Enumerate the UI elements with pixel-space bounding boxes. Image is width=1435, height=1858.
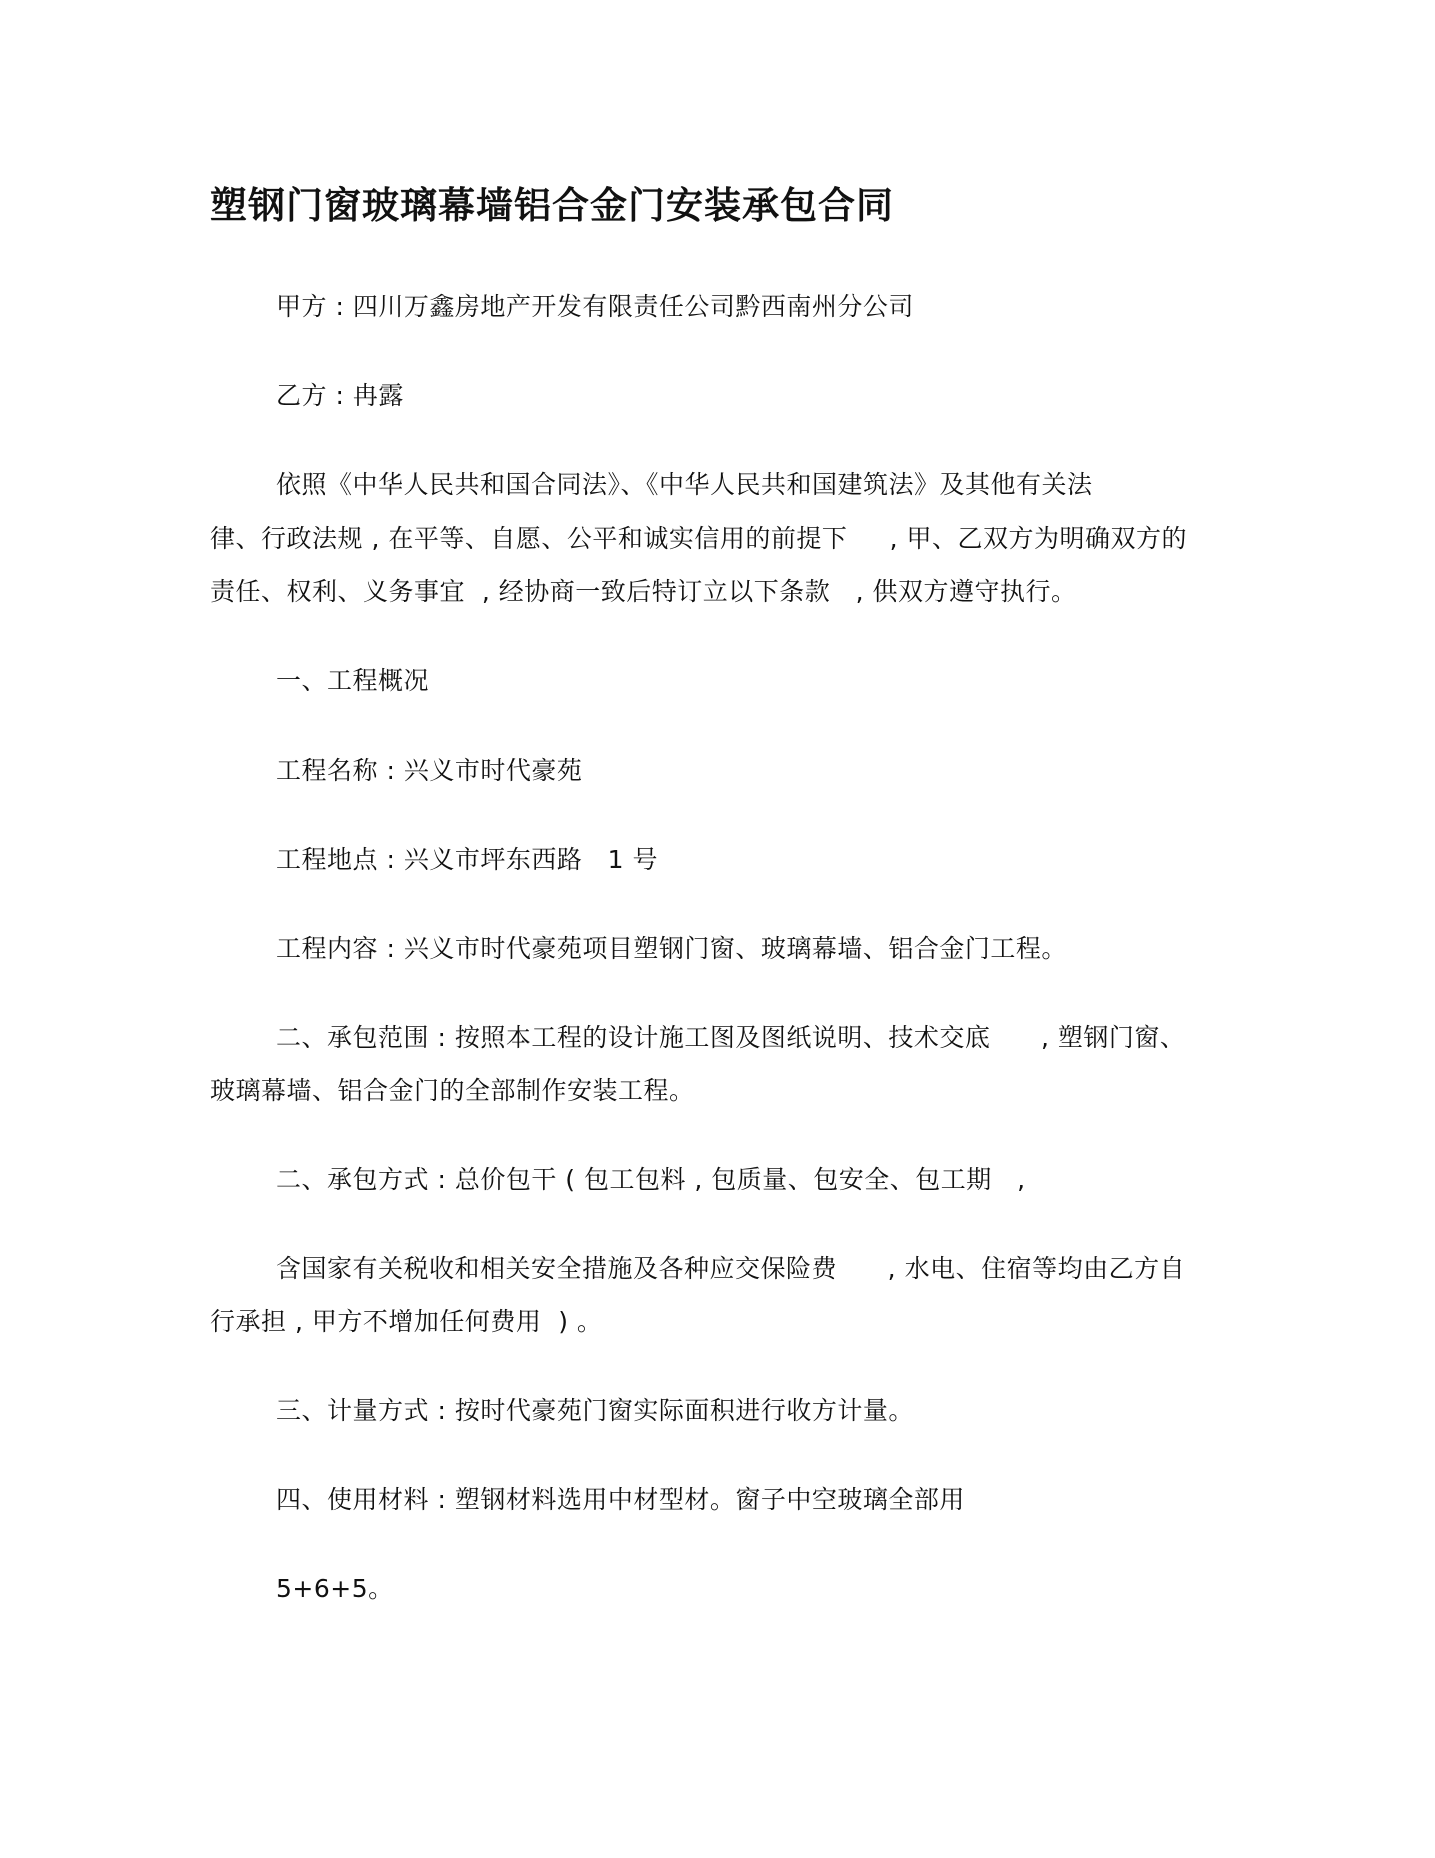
project-content: 工程内容 : 兴义市时代豪苑项目塑钢门窗、玻璃幕墙、铝合金门工程。 xyxy=(276,934,1067,963)
contract-title: 塑钢门窗玻璃幕墙铝合金门安装承包合同 xyxy=(210,184,894,227)
section-1-heading: 一、工程概况 xyxy=(276,666,430,695)
preamble-line-2: 律、行政法规 , 在平等、自愿、公平和诚实信用的前提下 , 甲、乙双方为明确双方的 xyxy=(210,524,1187,553)
materials-cont: 5+6+5。 xyxy=(276,1574,394,1603)
project-location: 工程地点 : 兴义市坪东西路 1 号 xyxy=(276,845,659,874)
method-cont-line-1: 含国家有关税收和相关安全措施及各种应交保险费 , 水电、住宿等均由乙方自 xyxy=(276,1254,1186,1283)
contract-method: 二、承包方式 : 总价包干 ( 包工包料 , 包质量、包安全、包工期 , xyxy=(276,1165,1026,1194)
materials: 四、使用材料 : 塑钢材料选用中材型材。窗子中空玻璃全部用 xyxy=(276,1485,965,1514)
preamble-line-3: 责任、权利、义务事宜 , 经协商一致后特订立以下条款 , 供双方遵守执行。 xyxy=(210,577,1077,606)
project-name: 工程名称 : 兴义市时代豪苑 xyxy=(276,756,583,785)
party-a: 甲方 : 四川万鑫房地产开发有限责任公司黔西南州分公司 xyxy=(276,292,914,321)
party-b: 乙方 : 冉露 xyxy=(276,381,404,410)
scope-line-1: 二、承包范围 : 按照本工程的设计施工图及图纸说明、技术交底 , 塑钢门窗、 xyxy=(276,1023,1186,1052)
scope-line-2: 玻璃幕墙、铝合金门的全部制作安装工程。 xyxy=(210,1076,695,1105)
preamble-line-1: 依照《中华人民共和国合同法》、《中华人民共和国建筑法》及其他有关法 xyxy=(276,470,1093,499)
method-cont-line-2: 行承担 , 甲方不增加任何费用 ) 。 xyxy=(210,1307,603,1336)
measurement-method: 三、计量方式 : 按时代豪苑门窗实际面积进行收方计量。 xyxy=(276,1396,914,1425)
